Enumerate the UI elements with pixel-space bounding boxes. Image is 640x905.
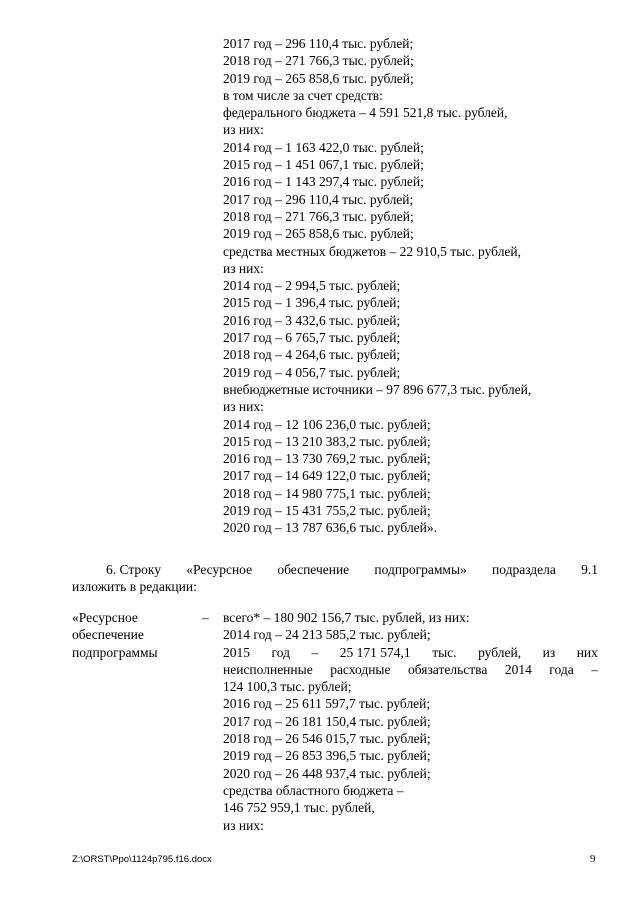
text-line: 2020 год – 26 448 937,4 тыс. рублей; <box>223 765 431 781</box>
text-line: 2019 год – 4 056,7 тыс. рублей; <box>223 364 401 380</box>
word: 2015 <box>223 644 250 660</box>
text-line: 124 100,3 тыс. рублей; <box>223 679 352 695</box>
text-line: из них: <box>223 817 264 833</box>
word: год <box>271 644 290 660</box>
word: подпрограммы» <box>374 562 467 577</box>
text-line: 2017 год – 6 765,7 тыс. рублей; <box>223 330 401 346</box>
text-line: 146 752 959,1 тыс. рублей, <box>223 800 375 816</box>
footer-file-path: Z:\ORST\Ppo\1124p795.f16.docx <box>72 854 212 865</box>
resource-label <box>72 609 212 661</box>
text-line: 2016 год – 1 143 297,4 тыс. рублей; <box>223 174 424 190</box>
text-line: 2019 год – 265 858,6 тыс. рублей; <box>223 70 414 86</box>
word: расходные <box>330 661 391 677</box>
word: обязательства <box>407 661 488 677</box>
text-line: в том числе за счет средств: <box>223 87 383 103</box>
word: – <box>311 644 319 660</box>
text-line-justified <box>223 661 598 678</box>
text-line: 2017 год – 26 181 150,4 тыс. рублей; <box>223 713 431 729</box>
text-line: 2018 год – 26 546 015,7 тыс. рублей; <box>223 731 431 747</box>
text-line: 2014 год – 1 163 422,0 тыс. рублей; <box>223 139 424 155</box>
text-line: средства областного бюджета – <box>223 782 404 798</box>
text-line: 2015 год – 13 210 383,2 тыс. рублей; <box>223 433 431 449</box>
text-line: 2015 год – 1 451 067,1 тыс. рублей; <box>223 157 424 173</box>
text-line: 2019 год – 265 858,6 тыс. рублей; <box>223 226 414 242</box>
text-line: 2015 год – 1 396,4 тыс. рублей; <box>223 295 401 311</box>
paragraph-line: изложить в редакции: <box>72 579 197 595</box>
text-line: 2018 год – 271 766,3 тыс. рублей; <box>223 53 414 69</box>
word: – <box>591 661 598 677</box>
paragraph-line-justified <box>72 561 598 578</box>
text-line: 2017 год – 296 110,4 тыс. рублей; <box>223 36 414 51</box>
text-line: 2017 год – 14 649 122,0 тыс. рублей; <box>223 468 431 484</box>
funding-list-top <box>223 35 603 537</box>
word: 6. Строку <box>106 562 162 577</box>
text-line: 2019 год – 15 431 755,2 тыс. рублей; <box>223 503 431 519</box>
word: тыс. <box>432 644 457 660</box>
word: из <box>542 644 556 660</box>
text-line: 2018 год – 4 264,6 тыс. рублей; <box>223 347 401 363</box>
page-number: 9 <box>590 853 596 865</box>
word: 2014 <box>504 661 532 677</box>
text-line: 2018 год – 14 980 775,1 тыс. рублей; <box>223 485 431 501</box>
instruction-paragraph <box>72 561 598 596</box>
word: «Ресурсное <box>186 562 253 577</box>
text-line: 2018 год – 271 766,3 тыс. рублей; <box>223 208 414 224</box>
label-dash: – <box>202 610 209 625</box>
text-line: 2019 год – 26 853 396,5 тыс. рублей; <box>223 748 431 764</box>
text-line: федерального бюджета – 4 591 521,8 тыс. рублей, <box>223 105 508 121</box>
text-line: 2014 год – 12 106 236,0 тыс. рублей; <box>223 416 431 432</box>
text-line: из них: <box>223 399 264 415</box>
word: неисполненные <box>223 661 313 677</box>
word: них <box>576 644 598 660</box>
word: года <box>549 661 574 677</box>
text-line: из них: <box>223 260 264 276</box>
label-line: обеспечение <box>72 627 144 643</box>
resource-values <box>223 609 598 834</box>
text-line: 2020 год – 13 787 636,6 тыс. рублей». <box>223 520 438 536</box>
text-line: 2014 год – 24 213 585,2 тыс. рублей; <box>223 627 431 643</box>
text-line-justified <box>223 644 598 661</box>
text-line: внебюджетные источники – 97 896 677,3 тыс. рублей, <box>223 381 532 397</box>
word: подраздела <box>492 562 556 577</box>
text-line: 2014 год – 2 994,5 тыс. рублей; <box>223 278 401 294</box>
text-line: 2016 год – 3 432,6 тыс. рублей; <box>223 312 401 328</box>
text-line: 2016 год – 13 730 769,2 тыс. рублей; <box>223 451 431 467</box>
text-line: 2016 год – 25 611 597,7 тыс. рублей; <box>223 696 431 712</box>
text-line: 2017 год – 296 110,4 тыс. рублей; <box>223 191 414 207</box>
word: 9.1 <box>581 562 598 577</box>
label-line: «Ресурсное <box>72 610 138 625</box>
text-line: средства местных бюджетов – 22 910,5 тыс. рублей, <box>223 243 522 259</box>
word: обеспечение <box>277 562 350 577</box>
text-line: всего* – 180 902 156,7 тыс. рублей, из них: <box>223 610 470 625</box>
label-line: подпрограммы <box>72 644 158 660</box>
word: рублей, <box>478 644 522 660</box>
word: 25 171 574,1 <box>339 644 411 660</box>
text-line: из них: <box>223 122 264 138</box>
